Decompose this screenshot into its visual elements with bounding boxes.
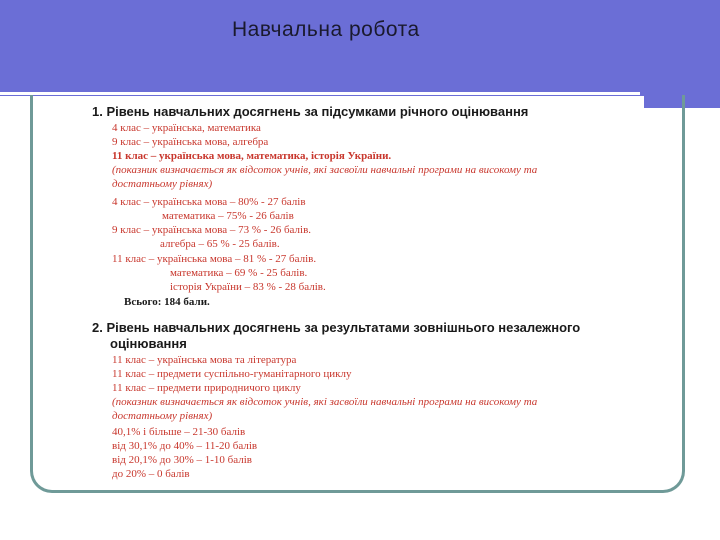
header-band [0, 0, 720, 96]
section1-line: 4 клас – українська, математика [112, 122, 261, 134]
section1-result: історія України – 83 % - 28 балів. [170, 281, 326, 293]
section1-result: 4 клас – українська мова – 80% - 27 балів [112, 196, 306, 208]
section2-note: (показник визначається як відсоток учнів, які засвоїли навчальні програми на високому та [112, 396, 538, 408]
section2-note: достатньому рівнях) [112, 410, 213, 422]
section1-result: математика – 69 % - 25 балів. [170, 267, 308, 279]
section1-line: 9 клас – українська мова, алгебра [112, 136, 269, 148]
section1-note: достатньому рівнях) [112, 178, 213, 190]
section2-scale: від 30,1% до 40% – 11-20 балів [112, 440, 258, 452]
slide-title: Навчальна робота [232, 18, 420, 41]
section1-result: математика – 75% - 26 балів [162, 210, 294, 222]
section1-result: алгебра – 65 % - 25 балів. [160, 238, 280, 250]
section1-result: 9 клас – українська мова – 73 % - 26 балів. [112, 224, 312, 236]
section1-heading: 1. Рівень навчальних досягнень за підсумками річного оцінювання [92, 104, 529, 119]
section2-line: 11 клас – предмети природничого циклу [112, 382, 301, 394]
section1-note: (показник визначається як відсоток учнів, які засвоїли навчальні програми на високому та [112, 164, 538, 176]
section1-total: Всього: 184 бали. [124, 296, 210, 308]
section2-line: 11 клас – українська мова та література [112, 354, 297, 366]
section1-line: 11 клас – українська мова, математика, історія України. [112, 150, 392, 162]
section2-scale: до 20% – 0 балів [112, 468, 190, 480]
header-right-block [644, 12, 720, 108]
section2-scale: 40,1% і більше – 21-30 балів [112, 426, 246, 438]
section2-heading-cont: оцінювання [110, 336, 187, 351]
section2-heading: 2. Рівень навчальних досягнень за результатами зовнішнього незалежного [92, 320, 581, 335]
section1-result: 11 клас – українська мова – 81 % - 27 балів. [112, 253, 317, 265]
section2-scale: від 20,1% до 30% – 1-10 балів [112, 454, 252, 466]
section2-line: 11 клас – предмети суспільно-гуманітарного циклу [112, 368, 352, 380]
